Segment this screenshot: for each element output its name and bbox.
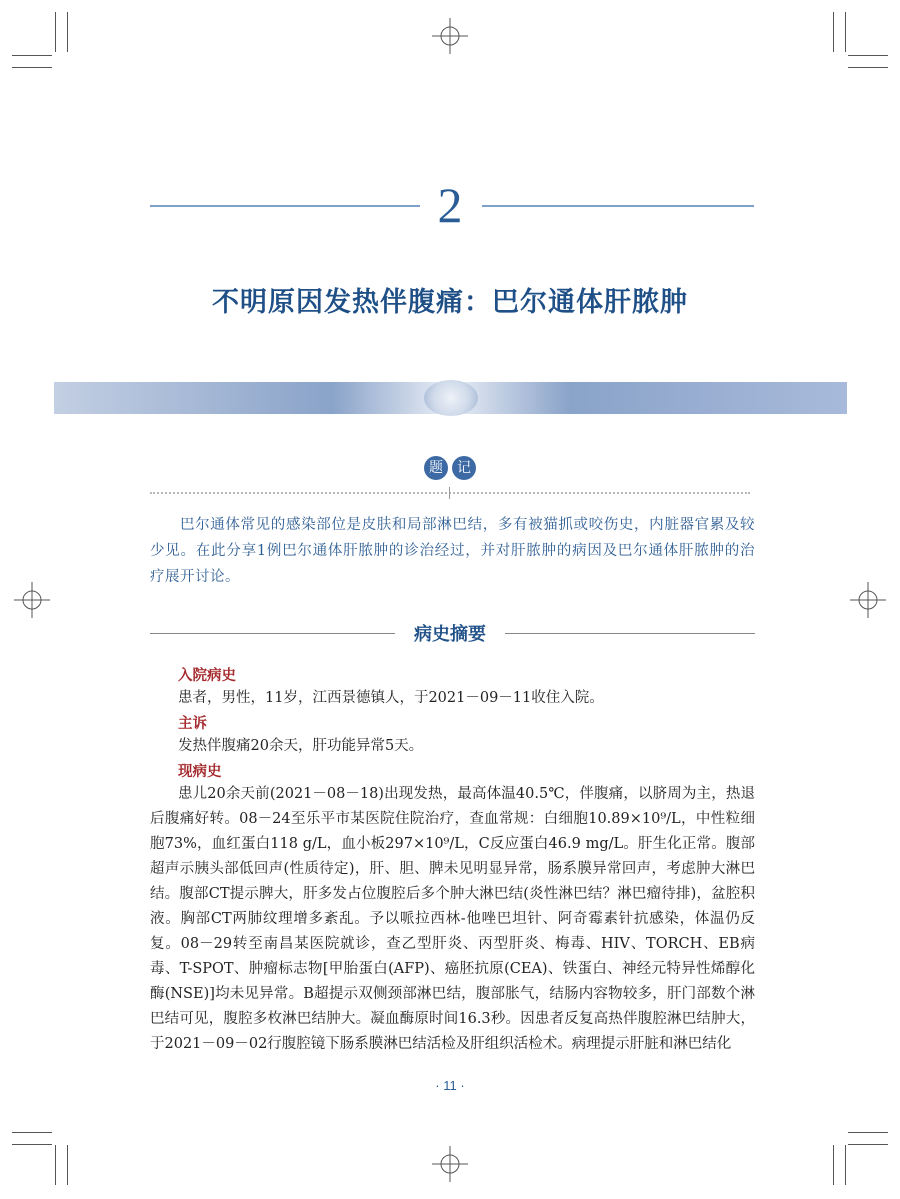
intro-badge-char-1: 题 bbox=[424, 456, 448, 480]
chief-complaint-text: 发热伴腹痛20余天，肝功能异常5天。 bbox=[178, 738, 424, 754]
chief-complaint-heading: 主诉 bbox=[178, 716, 207, 732]
section-rule-left bbox=[150, 633, 395, 634]
chapter-rule-right bbox=[482, 205, 754, 207]
liver-emblem-icon bbox=[424, 380, 478, 416]
chapter-rule-left bbox=[150, 205, 420, 207]
section-rule-right bbox=[505, 633, 755, 634]
registration-mark-left bbox=[14, 582, 50, 618]
present-history-text: 患儿20余天前(2021－08－18)出现发热，最高体温40.5℃，伴腹痛，以脐周为主，热退后腹痛好转。08－24至乐平市某医院住院治疗，查血常规：白细胞10.89×10⁹/L，中性粒细胞73%，血红蛋白118 g/L，血小板297×10⁹/L，C反应蛋白46.9 mg/L。肝生化正常。腹部超声示胰头部低回声(性质待定)，肝、胆、脾未见明显异常，肠系膜异常回声，考虑肿大淋巴结。腹部CT提示脾大，肝多发占位腹腔后多个肿大淋巴结(炎性淋巴结？淋巴瘤待排)，盆腔积液。胸部CT两肺纹理增多紊乱。予以哌拉西林-他唑巴坦针、阿奇霉素针抗感染，体温仍反复。08－29转至南昌某医院就诊，查乙型肝炎、丙型肝炎、梅毒、HIV、TORCH、EB病毒、T-SPOT、肿瘤标志物[甲胎蛋白(AFP)、癌胚抗原(CEA)、铁蛋白、神经元特异性烯醇化酶(NSE)]均未见异常。B超提示双侧颈部淋巴结，腹部胀气，结肠内容物较多，肝门部数个淋巴结可见，腹腔多枚淋巴结肿大。凝血酶原时间16.3秒。因患者反复高热伴腹腔淋巴结肿大，于2021－09－02行腹腔镜下肠系膜淋巴结活检及肝组织活检术。病理提示肝脏和淋巴结化 bbox=[150, 786, 755, 1052]
page-number: · 11 · bbox=[435, 1078, 465, 1093]
admission-text: 患者，男性，11岁，江西景德镇人，于2021－09－11收住入院。 bbox=[178, 690, 604, 706]
intro-dotted-rule bbox=[150, 492, 750, 494]
section-title: 病史摘要 bbox=[414, 624, 486, 645]
registration-mark-top bbox=[432, 18, 468, 54]
chapter-title: 不明原因发热伴腹痛：巴尔通体肝脓肿 bbox=[212, 287, 688, 318]
chapter-number: 2 bbox=[437, 177, 463, 233]
present-history-heading: 现病史 bbox=[178, 764, 222, 780]
registration-mark-bottom bbox=[432, 1146, 468, 1182]
intro-text: 巴尔通体常见的感染部位是皮肤和局部淋巴结，多有被猫抓或咬伤史，内脏器官累及较少见。在此分享1例巴尔通体肝脓肿的诊治经过，并对肝脓肿的病因及巴尔通体肝脓肿的治疗展开讨论。 bbox=[150, 517, 755, 585]
admission-heading: 入院病史 bbox=[178, 668, 236, 684]
intro-rule-tick bbox=[449, 487, 450, 499]
intro-badge-char-2: 记 bbox=[452, 456, 476, 480]
registration-mark-right bbox=[850, 582, 886, 618]
